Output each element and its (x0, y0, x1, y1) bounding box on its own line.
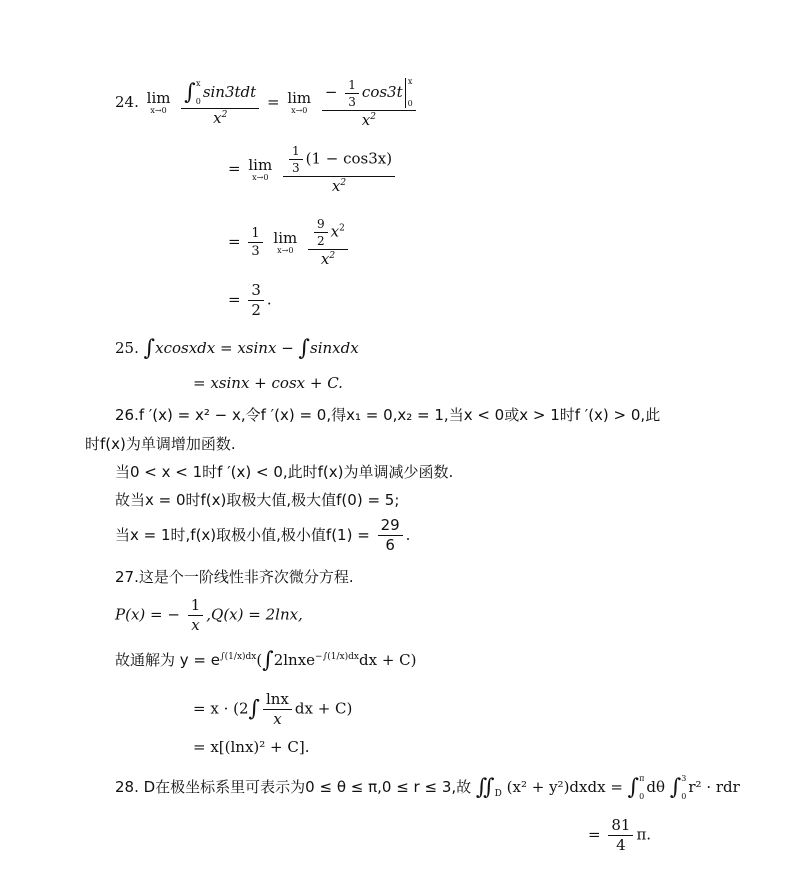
evaluation-bar-icon (405, 78, 406, 108)
double-integral-icon: ∬ (475, 775, 495, 800)
q27-line1: 27.这是个一阶线性非齐次微分方程. (115, 568, 354, 586)
q28-line1: 28. D在极坐标系里可表示为0 ≤ θ ≤ π,0 ≤ r ≤ 3,故 $∬_D$ (x² + y²)dxdx = ∫ π 0 dθ ∫ 3 0 r² · rdr (115, 774, 740, 801)
q26-line1: 26.f ′(x) = x² − x,令f ′(x) = 0,得x₁ = 0,x₂ = 1,当x < 0或x > 1时f ′(x) > 0,此 (115, 406, 661, 424)
integral-sign-icon: ∫ (627, 775, 640, 800)
q25-line2: = xsinx + cosx + C. (193, 374, 343, 392)
q27-line4: = x · (2∫ $\frac{\ln x}{x}$ dx + C) (193, 690, 353, 728)
q26-line4: 故当x = 0时f(x)取极大值,极大值f(0) = 5; (115, 491, 400, 509)
q24-line2: = lim x→0 $\frac{1}{3}$ (1 − cos3x) $x^2$ (228, 145, 398, 194)
q27-line3: 故通解为 $y = e^{\int(1/x)dx}(\int 2lnxe^{-\int(1/x)dx}dx + C)$ (115, 648, 417, 673)
integral-sign-icon: ∫ (248, 696, 260, 722)
q24-line3: = $\frac{1}{3}$ lim x→0 $\frac{9}{2}$ $x^2$ $x^2$ (228, 218, 351, 267)
q27-line5: = x[(lnx)² + C]. (193, 738, 310, 756)
q24-lim: lim x→0 (146, 89, 171, 115)
q26-line2: 时f(x)为单调增加函数. (85, 435, 236, 453)
integral-sign-icon: ∫ (669, 775, 682, 800)
q26-line5: 当x = 1时,f(x)取极小值,极小值f(1) = $\frac{29}{6}$ . (115, 516, 411, 554)
q24-number: 24. (115, 93, 139, 111)
integral-sign-icon: ∫ (262, 648, 274, 673)
integral-sign-icon: ∫ (143, 336, 156, 361)
q26-line3: 当0 < x < 1时f ′(x) < 0,此时f(x)为单调减少函数. (115, 463, 454, 481)
q24-frac1: ∫ x 0 sin3tdt $x^2$ (181, 80, 259, 126)
q24-line1: 24. lim x→0 ∫ x 0 sin3tdt $x^2$ = lim x→0 − $\frac{1}{3}$ cos3t x 0 $x^2$ (115, 78, 419, 128)
q25-line1: 25. ∫xcosxdx = xsinx − ∫sinxdx (115, 336, 359, 361)
q27-line2: P(x) = − $\frac{1}{x}$ ,Q(x) = 2lnx, (115, 596, 303, 634)
integral-sign-icon: ∫ (184, 80, 196, 105)
q28-result: = $\frac{81}{4}$ π. (588, 816, 652, 854)
q24-frac2: − $\frac{1}{3}$ cos3t x 0 $x^2$ (322, 78, 416, 128)
integral-sign-icon: ∫ (298, 336, 311, 361)
q24-result: = $\frac{3}{2}$ . (228, 281, 272, 319)
